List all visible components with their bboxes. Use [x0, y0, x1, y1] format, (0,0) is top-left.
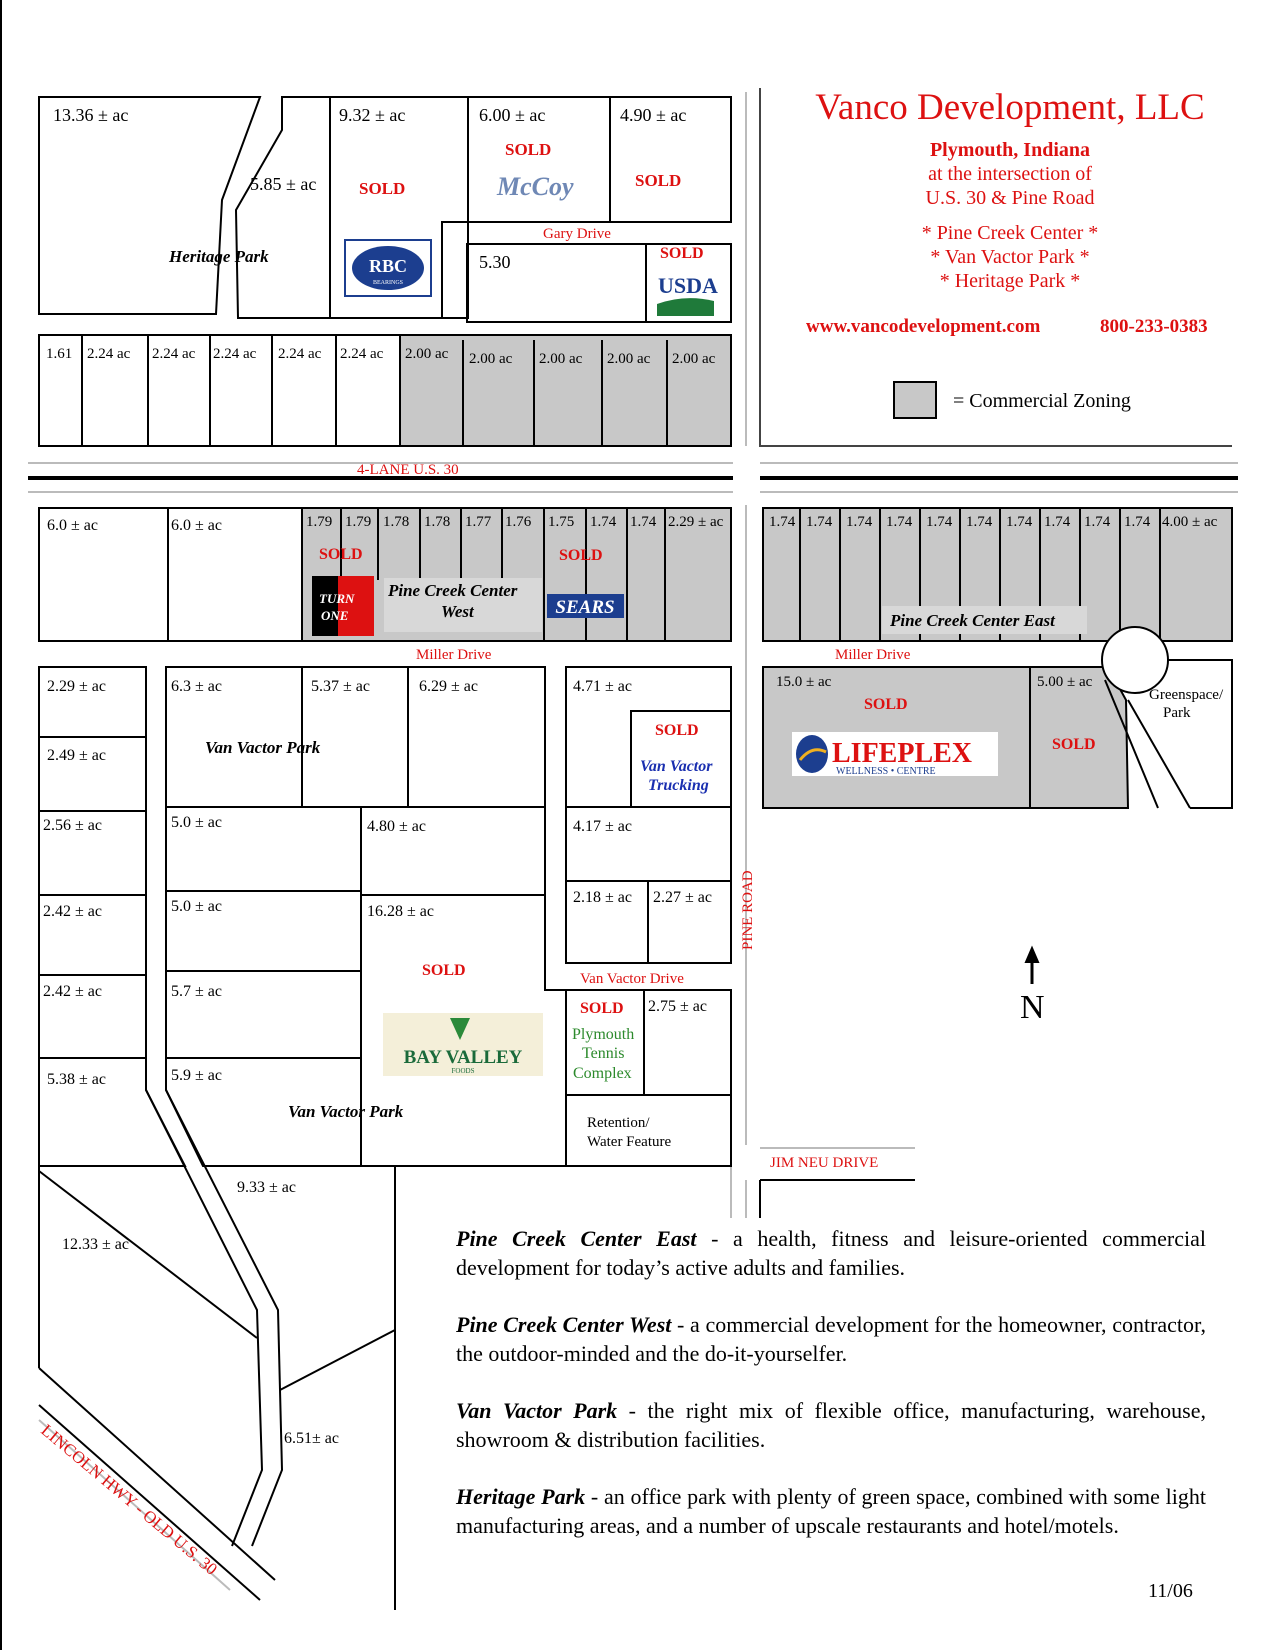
- lot-label: 2.00 ac: [405, 346, 449, 362]
- lot-label: 1.74: [1006, 514, 1033, 530]
- intersection-line-1: at the intersection of: [928, 163, 1092, 185]
- tennis-label-3: Complex: [573, 1065, 632, 1082]
- north-arrow-icon: [1026, 948, 1038, 984]
- retention-label-2: Water Feature: [587, 1134, 672, 1150]
- lot-label: 12.33 ± ac: [62, 1236, 129, 1253]
- lot-label: 2.00 ac: [469, 351, 513, 367]
- lot-label: 2.75 ± ac: [648, 998, 707, 1015]
- lot-label: 4.71 ± ac: [573, 678, 632, 695]
- lot-label: 1.74: [926, 514, 953, 530]
- sold-label: SOLD: [422, 962, 466, 979]
- lot-label: 1.74: [1044, 514, 1071, 530]
- lot-label: 1.74: [630, 514, 657, 530]
- sold-label: SOLD: [635, 171, 682, 190]
- usda-logo: [657, 273, 718, 316]
- lot-label: 9.32 ± ac: [339, 105, 406, 125]
- road-label-miller-west: Miller Drive: [416, 647, 492, 663]
- lot-label: 1.74: [1084, 514, 1111, 530]
- sold-label: SOLD: [505, 140, 552, 159]
- descriptions: [456, 1224, 1206, 1568]
- area-pcc-west-2: West: [441, 602, 474, 621]
- website-link[interactable]: www.vancodevelopment.com: [806, 316, 1041, 337]
- trucking-tennis-lots: [566, 667, 731, 1166]
- bay-valley-foods-logo: [383, 1013, 543, 1076]
- intersection-line-2: U.S. 30 & Pine Road: [925, 187, 1095, 209]
- lot-label: 2.24 ac: [152, 346, 196, 362]
- road-label-vanvactor: Van Vactor Drive: [580, 971, 684, 987]
- project-heritage: * Heritage Park *: [939, 270, 1081, 292]
- lot-label: 5.85 ± ac: [250, 174, 317, 194]
- lot-label: 2.29 ± ac: [668, 514, 724, 530]
- lot-label: 2.24 ac: [87, 346, 131, 362]
- description-text: - a commercial development for the homeowner, contractor, the outdoor-minded and the do-it-yourselfer.: [456, 1312, 1206, 1366]
- sold-label: SOLD: [655, 722, 699, 739]
- lot-label: 1.74: [590, 514, 617, 530]
- road-label-miller-east: Miller Drive: [835, 647, 911, 663]
- description-name: Heritage Park: [456, 1484, 586, 1509]
- lot-label: 6.51± ac: [284, 1430, 339, 1447]
- retention-label: Retention/: [587, 1115, 650, 1131]
- city: Plymouth, Indiana: [929, 139, 1091, 161]
- lot-label: 5.9 ± ac: [171, 1067, 222, 1084]
- lot-label: 1.76: [505, 514, 532, 530]
- lot-label: 4.90 ± ac: [620, 105, 687, 125]
- road-label-lincoln: LINCOLN HWY - OLD U.S. 30: [37, 1420, 221, 1579]
- lot-label: 1.78: [383, 514, 410, 530]
- lot-label: 1.74: [1124, 514, 1151, 530]
- description-pcc-west: [456, 1310, 1206, 1368]
- description-text: - a health, fitness and leisure-oriented commercial development for today’s active adults and families.: [456, 1226, 1206, 1280]
- lot-label: 2.24 ac: [278, 346, 322, 362]
- lot-label: 2.00 ac: [672, 351, 716, 367]
- svg-text:ONE: ONE: [321, 608, 349, 623]
- description-text: - the right mix of flexible office, manufacturing, warehouse, showroom & distribution facilities.: [456, 1398, 1206, 1452]
- lot-label: 5.00 ± ac: [1037, 674, 1093, 690]
- svg-text:USDA: USDA: [658, 273, 718, 298]
- lot-label: 6.00 ± ac: [479, 105, 546, 125]
- lot-label: 1.74: [966, 514, 993, 530]
- svg-text:WELLNESS • CENTRE: WELLNESS • CENTRE: [836, 766, 936, 777]
- lot-label: 1.74: [846, 514, 873, 530]
- lot-label: 15.0 ± ac: [776, 674, 832, 690]
- lot-label: 1.78: [424, 514, 451, 530]
- tennis-label-2: Tennis: [582, 1045, 625, 1062]
- lot-label: 5.38 ± ac: [47, 1071, 106, 1088]
- lot-label: 1.74: [769, 514, 796, 530]
- lot-label: 5.0 ± ac: [171, 814, 222, 831]
- lot-label: 1.74: [886, 514, 913, 530]
- lot-label: 1.79: [306, 514, 333, 530]
- phone-number: 800-233-0383: [1100, 316, 1208, 337]
- description-heritage: [456, 1482, 1206, 1540]
- svg-text:RBC: RBC: [368, 256, 408, 276]
- description-name: Van Vactor Park: [456, 1398, 618, 1423]
- sold-label: SOLD: [660, 245, 704, 262]
- vv-trucking-label-2: Trucking: [648, 777, 709, 794]
- date-stamp: 11/06: [1148, 1580, 1193, 1602]
- company-title: Vanco Development, LLC: [815, 87, 1205, 128]
- lot-label: 6.0 ± ac: [171, 517, 222, 534]
- area-pcc-east: Pine Creek Center East: [890, 611, 1055, 630]
- sold-label: SOLD: [1052, 736, 1096, 753]
- vv-trucking-label: Van Vactor: [640, 758, 713, 775]
- road-label-pine: PINE ROAD: [740, 870, 756, 950]
- lot-label: 6.29 ± ac: [419, 678, 478, 695]
- lot-label: 2.18 ± ac: [573, 889, 632, 906]
- svg-text:TURN: TURN: [319, 591, 355, 606]
- lot-label: 1.77: [465, 514, 492, 530]
- project-van-vactor: * Van Vactor Park *: [930, 246, 1090, 268]
- rbc-bearings-logo: [345, 240, 431, 296]
- us30-road: [28, 463, 1238, 492]
- area-vvp-north: Van Vactor Park: [205, 738, 321, 757]
- lot-label: 2.42 ± ac: [43, 983, 102, 1000]
- lot-label: 6.3 ± ac: [171, 678, 222, 695]
- area-heritage-park: Heritage Park: [169, 247, 269, 266]
- road-label-gary: Gary Drive: [543, 226, 611, 242]
- road-label-us30: 4-LANE U.S. 30: [357, 462, 459, 478]
- turn-one-logo: [312, 576, 374, 636]
- lot-label: 1.79: [345, 514, 372, 530]
- sold-label: SOLD: [580, 1000, 624, 1017]
- greenspace-label-2: Park: [1163, 705, 1191, 721]
- svg-text:FOODS: FOODS: [451, 1067, 475, 1075]
- lot-label: 13.36 ± ac: [53, 105, 129, 125]
- svg-text:BAY VALLEY: BAY VALLEY: [403, 1047, 523, 1068]
- lot-label: 2.29 ± ac: [47, 678, 106, 695]
- svg-text:SEARS: SEARS: [555, 597, 615, 618]
- lifeplex-logo: [792, 732, 998, 777]
- description-name: Pine Creek Center East: [456, 1226, 697, 1251]
- road-label-jimneu: JIM NEU DRIVE: [770, 1155, 879, 1171]
- greenspace-label: Greenspace/: [1149, 687, 1224, 703]
- lot-label: 5.30: [479, 252, 511, 272]
- lot-label: 2.00 ac: [607, 351, 651, 367]
- lot-label: 4.80 ± ac: [367, 818, 426, 835]
- lot-label: 1.61: [46, 346, 73, 362]
- lot-label: 2.42 ± ac: [43, 903, 102, 920]
- commercial-zoning-swatch: [893, 381, 937, 419]
- legend-label: = Commercial Zoning: [953, 390, 1131, 412]
- svg-text:LIFEPLEX: LIFEPLEX: [832, 738, 973, 769]
- sold-label: SOLD: [559, 547, 603, 564]
- area-pcc-west: Pine Creek Center: [388, 581, 518, 600]
- lot-label: 2.56 ± ac: [43, 817, 102, 834]
- lot-label: 1.75: [548, 514, 575, 530]
- south-lots: [39, 1058, 395, 1610]
- lot-label: 1.74: [806, 514, 833, 530]
- lot-label: 4.00 ± ac: [1162, 514, 1218, 530]
- sold-label: SOLD: [319, 546, 363, 563]
- sold-label: SOLD: [359, 179, 406, 198]
- svg-text:BEARINGS: BEARINGS: [372, 280, 404, 286]
- lot-label: 5.0 ± ac: [171, 898, 222, 915]
- pine-road: [731, 92, 760, 1218]
- lot-label: 16.28 ± ac: [367, 903, 434, 920]
- description-text: - an office park with plenty of green space, combined with some light manufacturing areas, and a number of upscale restaurants and hotel/motels.: [456, 1484, 1207, 1538]
- lot-label: 2.24 ac: [213, 346, 257, 362]
- tennis-label: Plymouth: [572, 1026, 635, 1043]
- lot-label: 2.00 ac: [539, 351, 583, 367]
- lot-label: 2.24 ac: [340, 346, 384, 362]
- lifeplex-parcels: [763, 627, 1232, 808]
- lot-label: 9.33 ± ac: [237, 1179, 296, 1196]
- lot-label: 5.37 ± ac: [311, 678, 370, 695]
- lot-label: 5.7 ± ac: [171, 983, 222, 1000]
- project-pine-creek: * Pine Creek Center *: [921, 222, 1099, 244]
- area-vvp-south: Van Vactor Park: [288, 1102, 404, 1121]
- sold-label: SOLD: [864, 696, 908, 713]
- description-name: Pine Creek Center West: [456, 1312, 672, 1337]
- description-van-vactor: [456, 1396, 1206, 1454]
- lot-label: 6.0 ± ac: [47, 517, 98, 534]
- description-pcc-east: [456, 1224, 1206, 1282]
- lot-label: 2.49 ± ac: [47, 747, 106, 764]
- lot-label: 2.27 ± ac: [653, 889, 712, 906]
- sears-logo: [547, 594, 624, 618]
- mccoy-logo: McCoy: [497, 172, 574, 201]
- compass-label: N: [1020, 989, 1045, 1026]
- lot-label: 4.17 ± ac: [573, 818, 632, 835]
